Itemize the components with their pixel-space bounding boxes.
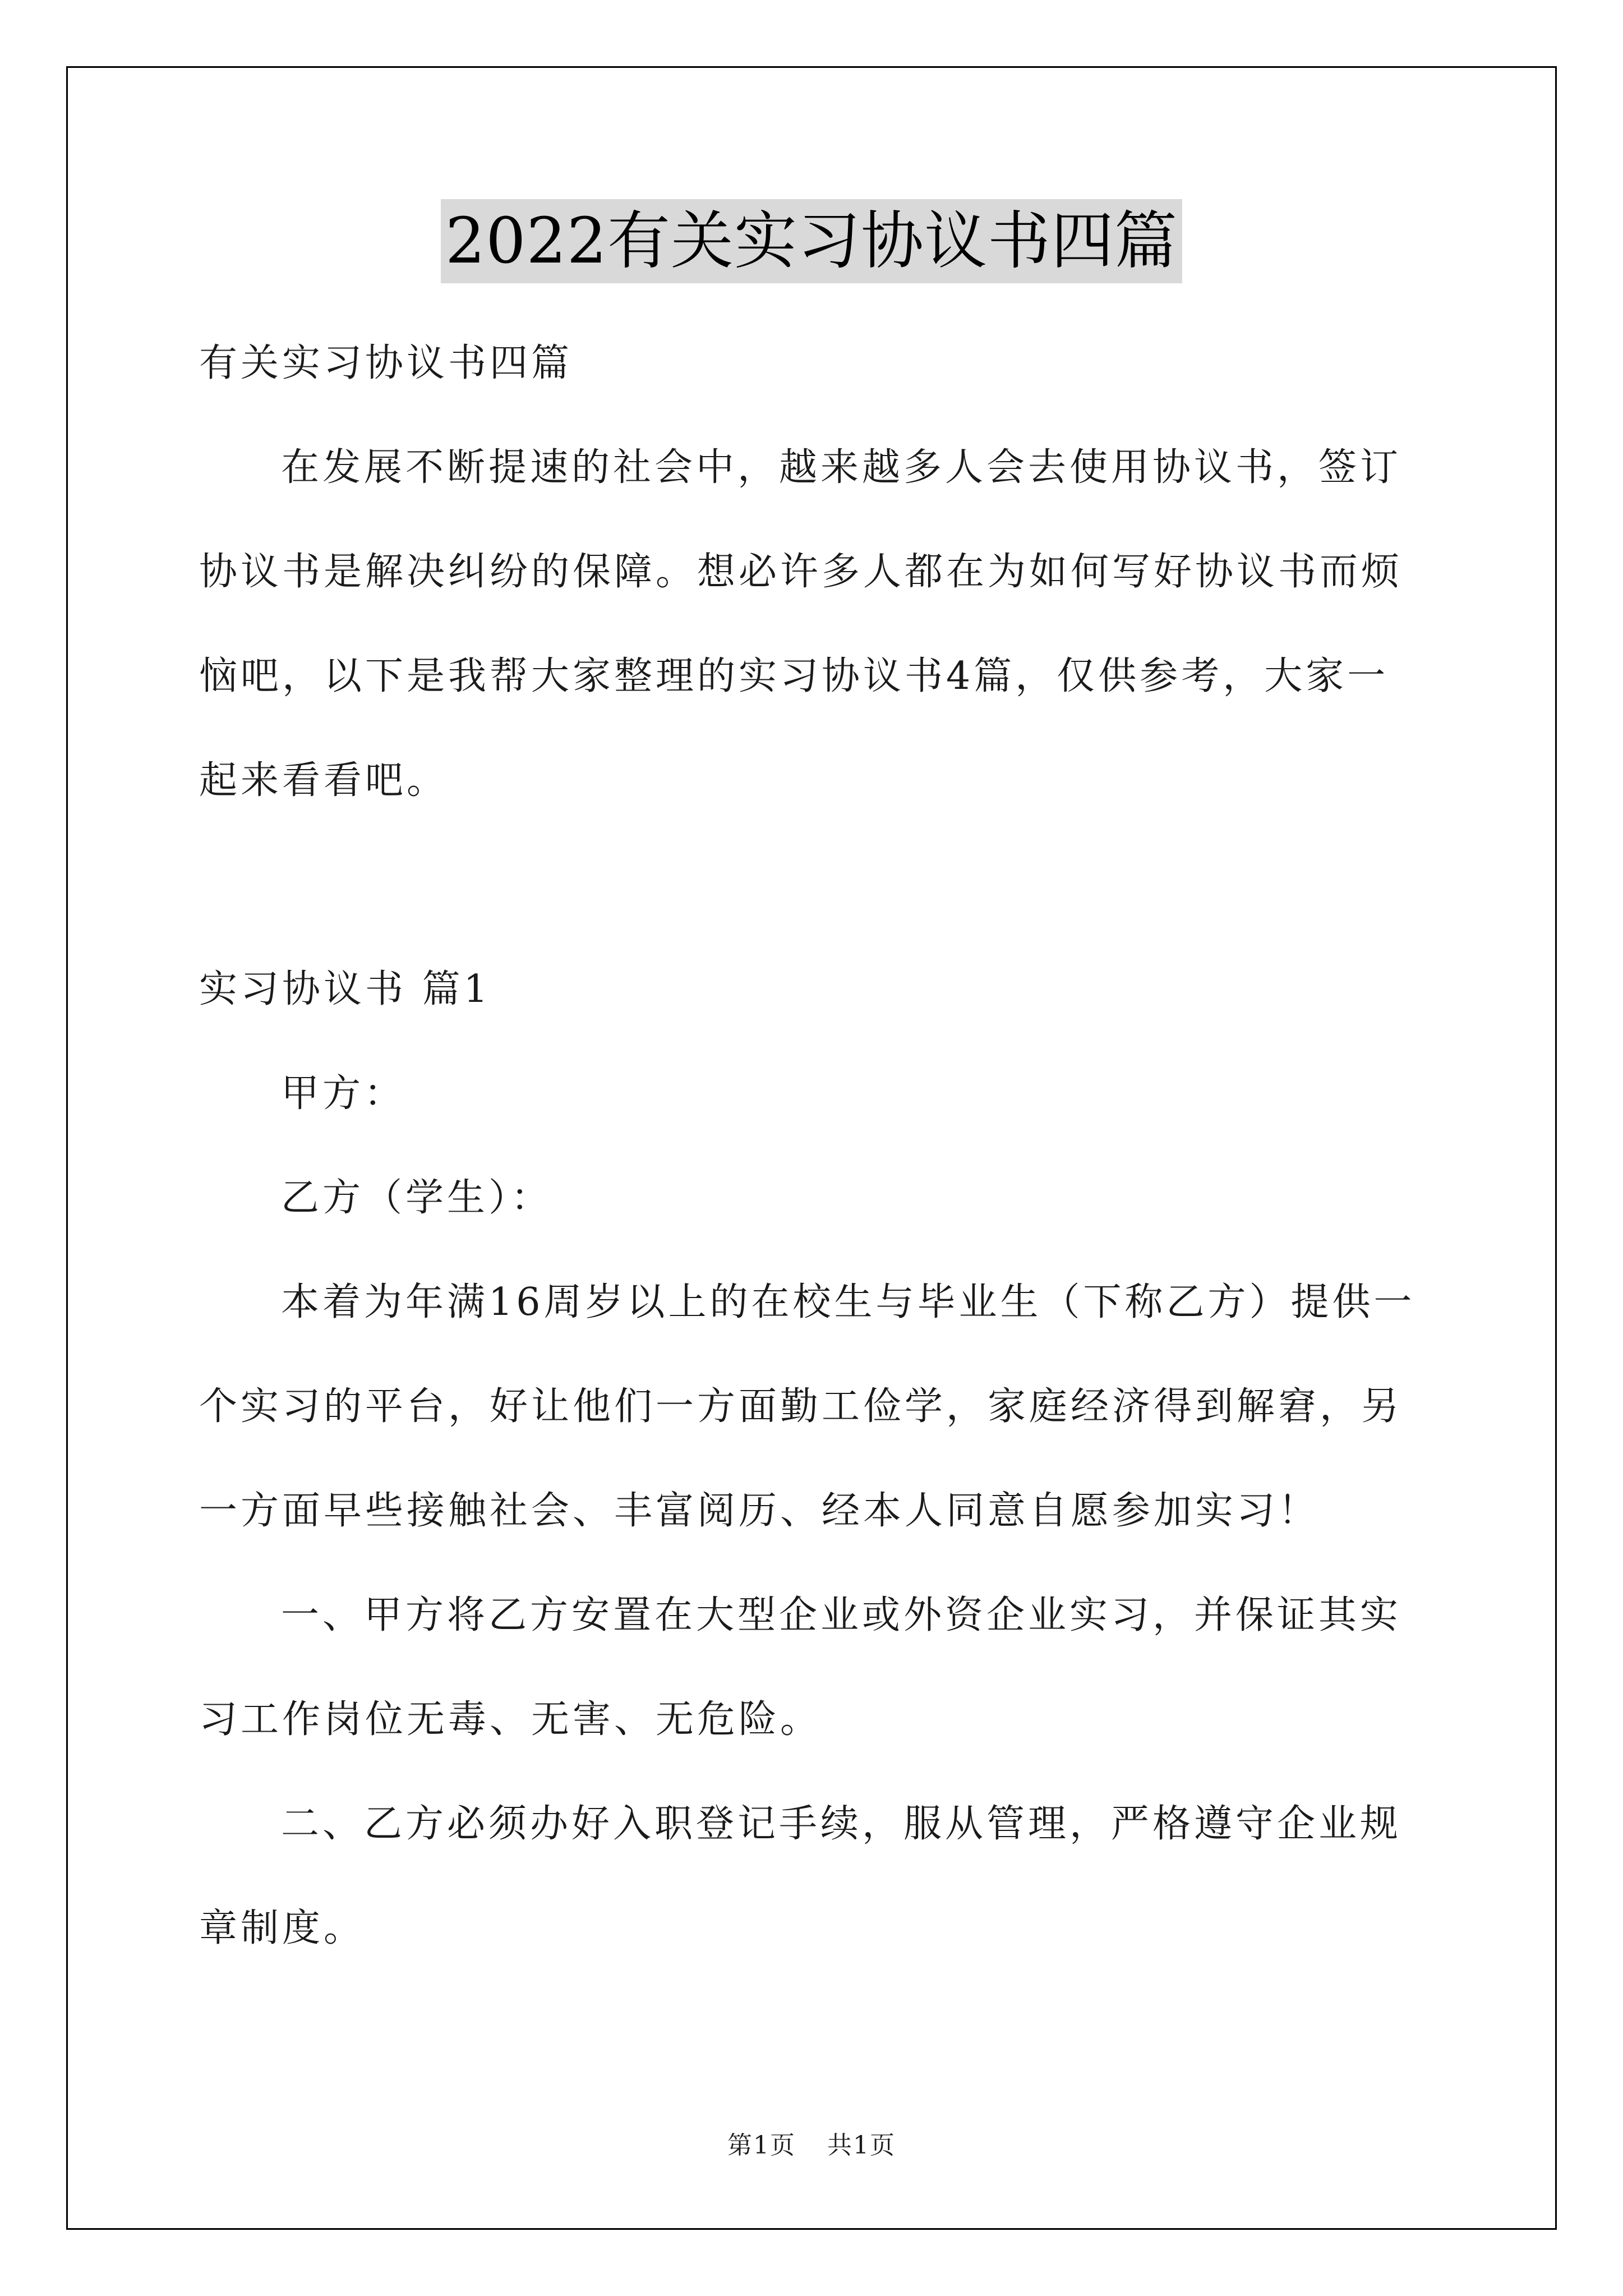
party-b-line: 乙方（学生）： [281, 1176, 553, 1220]
document-title: 2022有关实习协议书四篇 [441, 199, 1182, 283]
clause-1: 一、甲方将乙方安置在大型企业或外资企业实习，并保证其实习工作岗位无毒、无害、无危险。 [199, 1593, 1402, 1742]
section-heading: 实习协议书 篇1 [199, 967, 491, 1011]
page-footer [0, 2129, 1623, 2162]
document-body [199, 311, 1427, 1981]
clause-2: 二、乙方必须办好入职登记手续，服从管理，严格遵守企业规章制度。 [199, 1802, 1402, 1950]
intro-heading: 有关实习协议书四篇 [199, 341, 573, 385]
party-a-line: 甲方： [281, 1071, 406, 1116]
page-number: 第1页 [727, 2131, 796, 2160]
title-container [0, 199, 1623, 283]
intro-paragraph: 在发展不断提速的社会中，越来越多人会去使用协议书，签订协议书是解决纠纷的保障。想必许多人都在为如何写好协议书而烦恼吧，以下是我帮大家整理的实习协议书4篇，仅供参考，大家一起来看看吧。 [199, 445, 1403, 803]
purpose-paragraph: 本着为年满16周岁以上的在校生与毕业生（下称乙方）提供一个实习的平台，好让他们一方面勤工俭学，家庭经济得到解窘，另一方面早些接触社会、丰富阅历、经本人同意自愿参加实习！ [199, 1280, 1415, 1533]
page-total: 共1页 [827, 2131, 896, 2160]
